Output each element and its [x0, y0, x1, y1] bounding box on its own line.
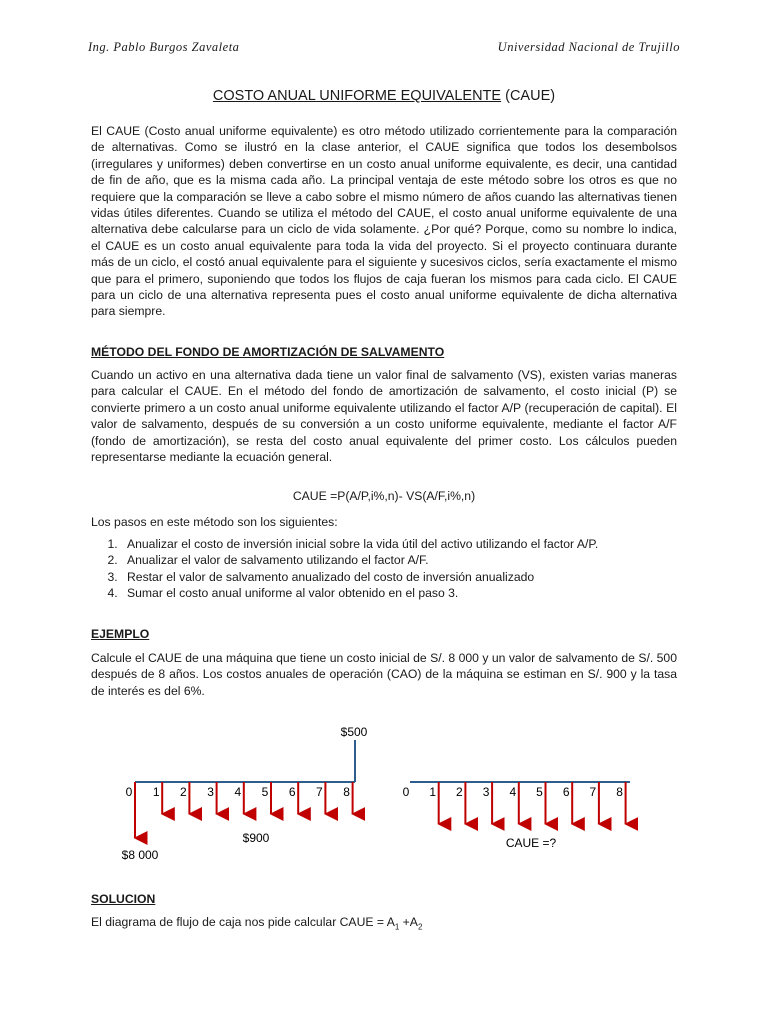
period-label: 8: [616, 785, 623, 799]
caue-label: CAUE =?: [505, 836, 557, 850]
period-labels: [403, 785, 624, 799]
solution-plus: +A: [399, 915, 418, 929]
annual-cost-arrows: [162, 782, 352, 814]
cash-flow-diagram-original: [122, 725, 368, 862]
period-label: 8: [343, 785, 350, 799]
caue-equation: CAUE =P(A/P,i%,n)- VS(A/F,i%,n): [292, 489, 476, 503]
solution-sentence: El diagrama de flujo de caja nos pide calcular CAUE = A: [91, 915, 395, 929]
period-label: 1: [429, 785, 437, 799]
header-author: Ing. Pablo Burgos Zavaleta: [88, 40, 240, 54]
period-label: 5: [261, 785, 269, 799]
period-label: 4: [234, 785, 242, 799]
period-labels: [126, 785, 351, 799]
step-item: 4. Sumar el costo anual uniforme al valor obtenido en el paso 3.: [121, 585, 707, 601]
steps-list: [91, 536, 707, 602]
period-label: 0: [125, 785, 133, 799]
period-label: 0: [402, 785, 410, 799]
period-label: 6: [288, 785, 296, 799]
section-body-fondo: Cuando un activo en una alternativa dada tiene un valor final de salvamento (VS), existen varias maneras para calcular el CAUE. En el método del fondo de amortización de salvamento, el costo inicial (P) se convierte primero a un costo anual uniforme equivalente utilizando el factor A/P (recuperación de capital). El valor de salvamento, después de su conversión a un costo uniforme equivalente, mediante el factor A/F (fondo de amortización), se resta del costo anual equivalente del primer costo. Los cálculos pueden representarse mediante la ecuación general.: [91, 368, 677, 465]
period-label: 6: [562, 785, 570, 799]
cash-flow-diagram-caue: [403, 782, 630, 850]
salvage-label: $500: [340, 725, 368, 739]
period-label: 3: [482, 785, 490, 799]
period-label: 3: [207, 785, 214, 799]
example-heading: EJEMPLO: [91, 627, 150, 641]
period-label: 5: [536, 785, 543, 799]
subscript-2: 2: [417, 922, 423, 932]
step-item: 3. Restar el valor de salvamento anualizado del costo de inversión anualizado: [121, 569, 707, 585]
steps-intro: Los pasos en este método son los siguientes:: [91, 515, 338, 529]
period-label: 1: [152, 785, 160, 799]
annual-cost-label: $900: [242, 831, 270, 845]
period-label: 2: [456, 785, 463, 799]
period-label: 7: [589, 785, 597, 799]
solution-heading: SOLUCION: [91, 892, 156, 906]
step-item: 2. Anualizar el valor de salvamento utilizando el factor A/F.: [121, 552, 707, 568]
solution-text: [91, 915, 422, 931]
initial-cost-label: $8 000: [121, 848, 159, 862]
step-item: 1. Anualizar el costo de inversión inicial sobre la vida útil del activo utilizando el factor A/P.: [121, 536, 707, 552]
example-body: Calcule el CAUE de una máquina que tiene un costo inicial de S/. 8 000 y un valor de salvamento de S/. 500 después de 8 años. Los costos anuales de operación (CAO) de la máquina se estiman en S/. 900 y la tasa de interés es del 6%.: [91, 651, 677, 698]
period-label: 2: [180, 785, 187, 799]
intro-paragraph: El CAUE (Costo anual uniforme equivalente) es otro método utilizado corrientemente para la comparación de alternativas. Como se ilustró en la clase anterior, el CAUE significa que todos los desembolsos (irregulares y uniformes) deben convertirse en un costo anual uniforme equivalente, es decir, una cantidad de fin de año, que es la misma cada año. La principal ventaja de este método sobre los otros es que no requiere que la comparación se lleve a cabo sobre el mismo número de años cuando las alternativas tienen vidas útiles diferentes. Cuando se utiliza el método del CAUE, el costo anual uniforme equivalente de una alternativa debe calcularse para un ciclo de vida solamente. ¿Por qué? Porque, como su nombre lo indica, el CAUE es un costo anual equivalente para toda la vida del proyecto. Si el proyecto continuara durante más de un ciclo, el costó anual equivalente para el siguiente y sucesivos ciclos, sería exactamente el mismo que para el primero, suponiendo que todos los flujos de caja fueran los mismos para cada ciclo. El CAUE para un ciclo de una alternativa representa pues el costo anual uniforme equivalente de dicha alternativa para siempre.: [91, 124, 677, 319]
section-heading-fondo: MÉTODO DEL FONDO DE AMORTIZACIÓN DE SALVAMENTO: [91, 345, 445, 359]
header-institution: Universidad Nacional de Trujillo: [497, 40, 680, 54]
cash-flow-diagrams: [0, 710, 768, 880]
title-abbr: (CAUE): [501, 88, 556, 104]
period-label: 4: [509, 785, 517, 799]
subscript-1: 1: [394, 922, 400, 932]
period-label: 7: [316, 785, 323, 799]
title-main: COSTO ANUAL UNIFORME EQUIVALENTE: [212, 88, 502, 104]
page-title: [0, 88, 768, 104]
caue-arrows: [439, 782, 626, 824]
